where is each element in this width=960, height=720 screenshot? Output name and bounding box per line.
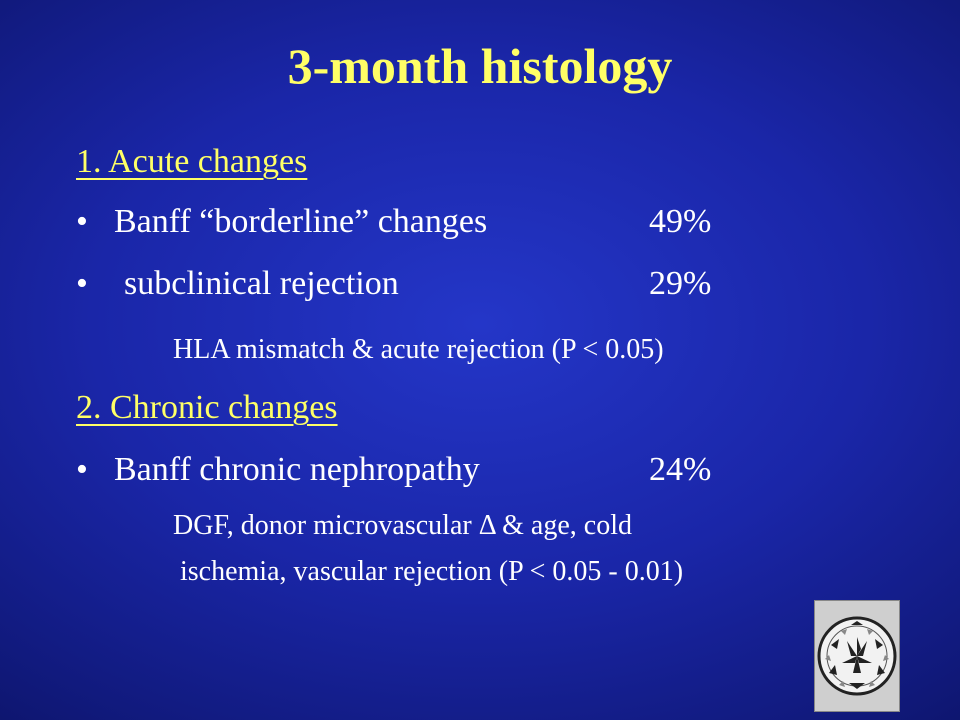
list-item-chronic-nephropathy — [76, 450, 776, 490]
item-label: Banff chronic nephropathy — [114, 451, 480, 488]
item-value: 29% — [649, 265, 712, 302]
section-heading-acute: 1. Acute changes — [76, 143, 308, 180]
slide-title: 3-month histology — [287, 38, 673, 94]
list-item-subclinical — [76, 264, 776, 304]
list-item-borderline — [76, 202, 776, 242]
note-dgf-line1: DGF, donor microvascular Δ & age, cold — [173, 510, 632, 541]
bullet-icon: • — [76, 451, 88, 488]
section-heading-chronic: 2. Chronic changes — [76, 389, 338, 426]
note-hla: HLA mismatch & acute rejection (P < 0.05) — [173, 334, 664, 365]
item-value: 49% — [649, 203, 712, 240]
bullet-icon: • — [76, 265, 88, 302]
item-label: subclinical rejection — [124, 265, 399, 302]
bullet-icon: • — [76, 203, 88, 240]
note-dgf-line2: ischemia, vascular rejection (P < 0.05 - 0.01) — [180, 556, 684, 587]
item-value: 24% — [649, 451, 712, 488]
item-label: Banff “borderline” changes — [114, 203, 488, 240]
escher-circle-limit-icon — [814, 600, 900, 712]
